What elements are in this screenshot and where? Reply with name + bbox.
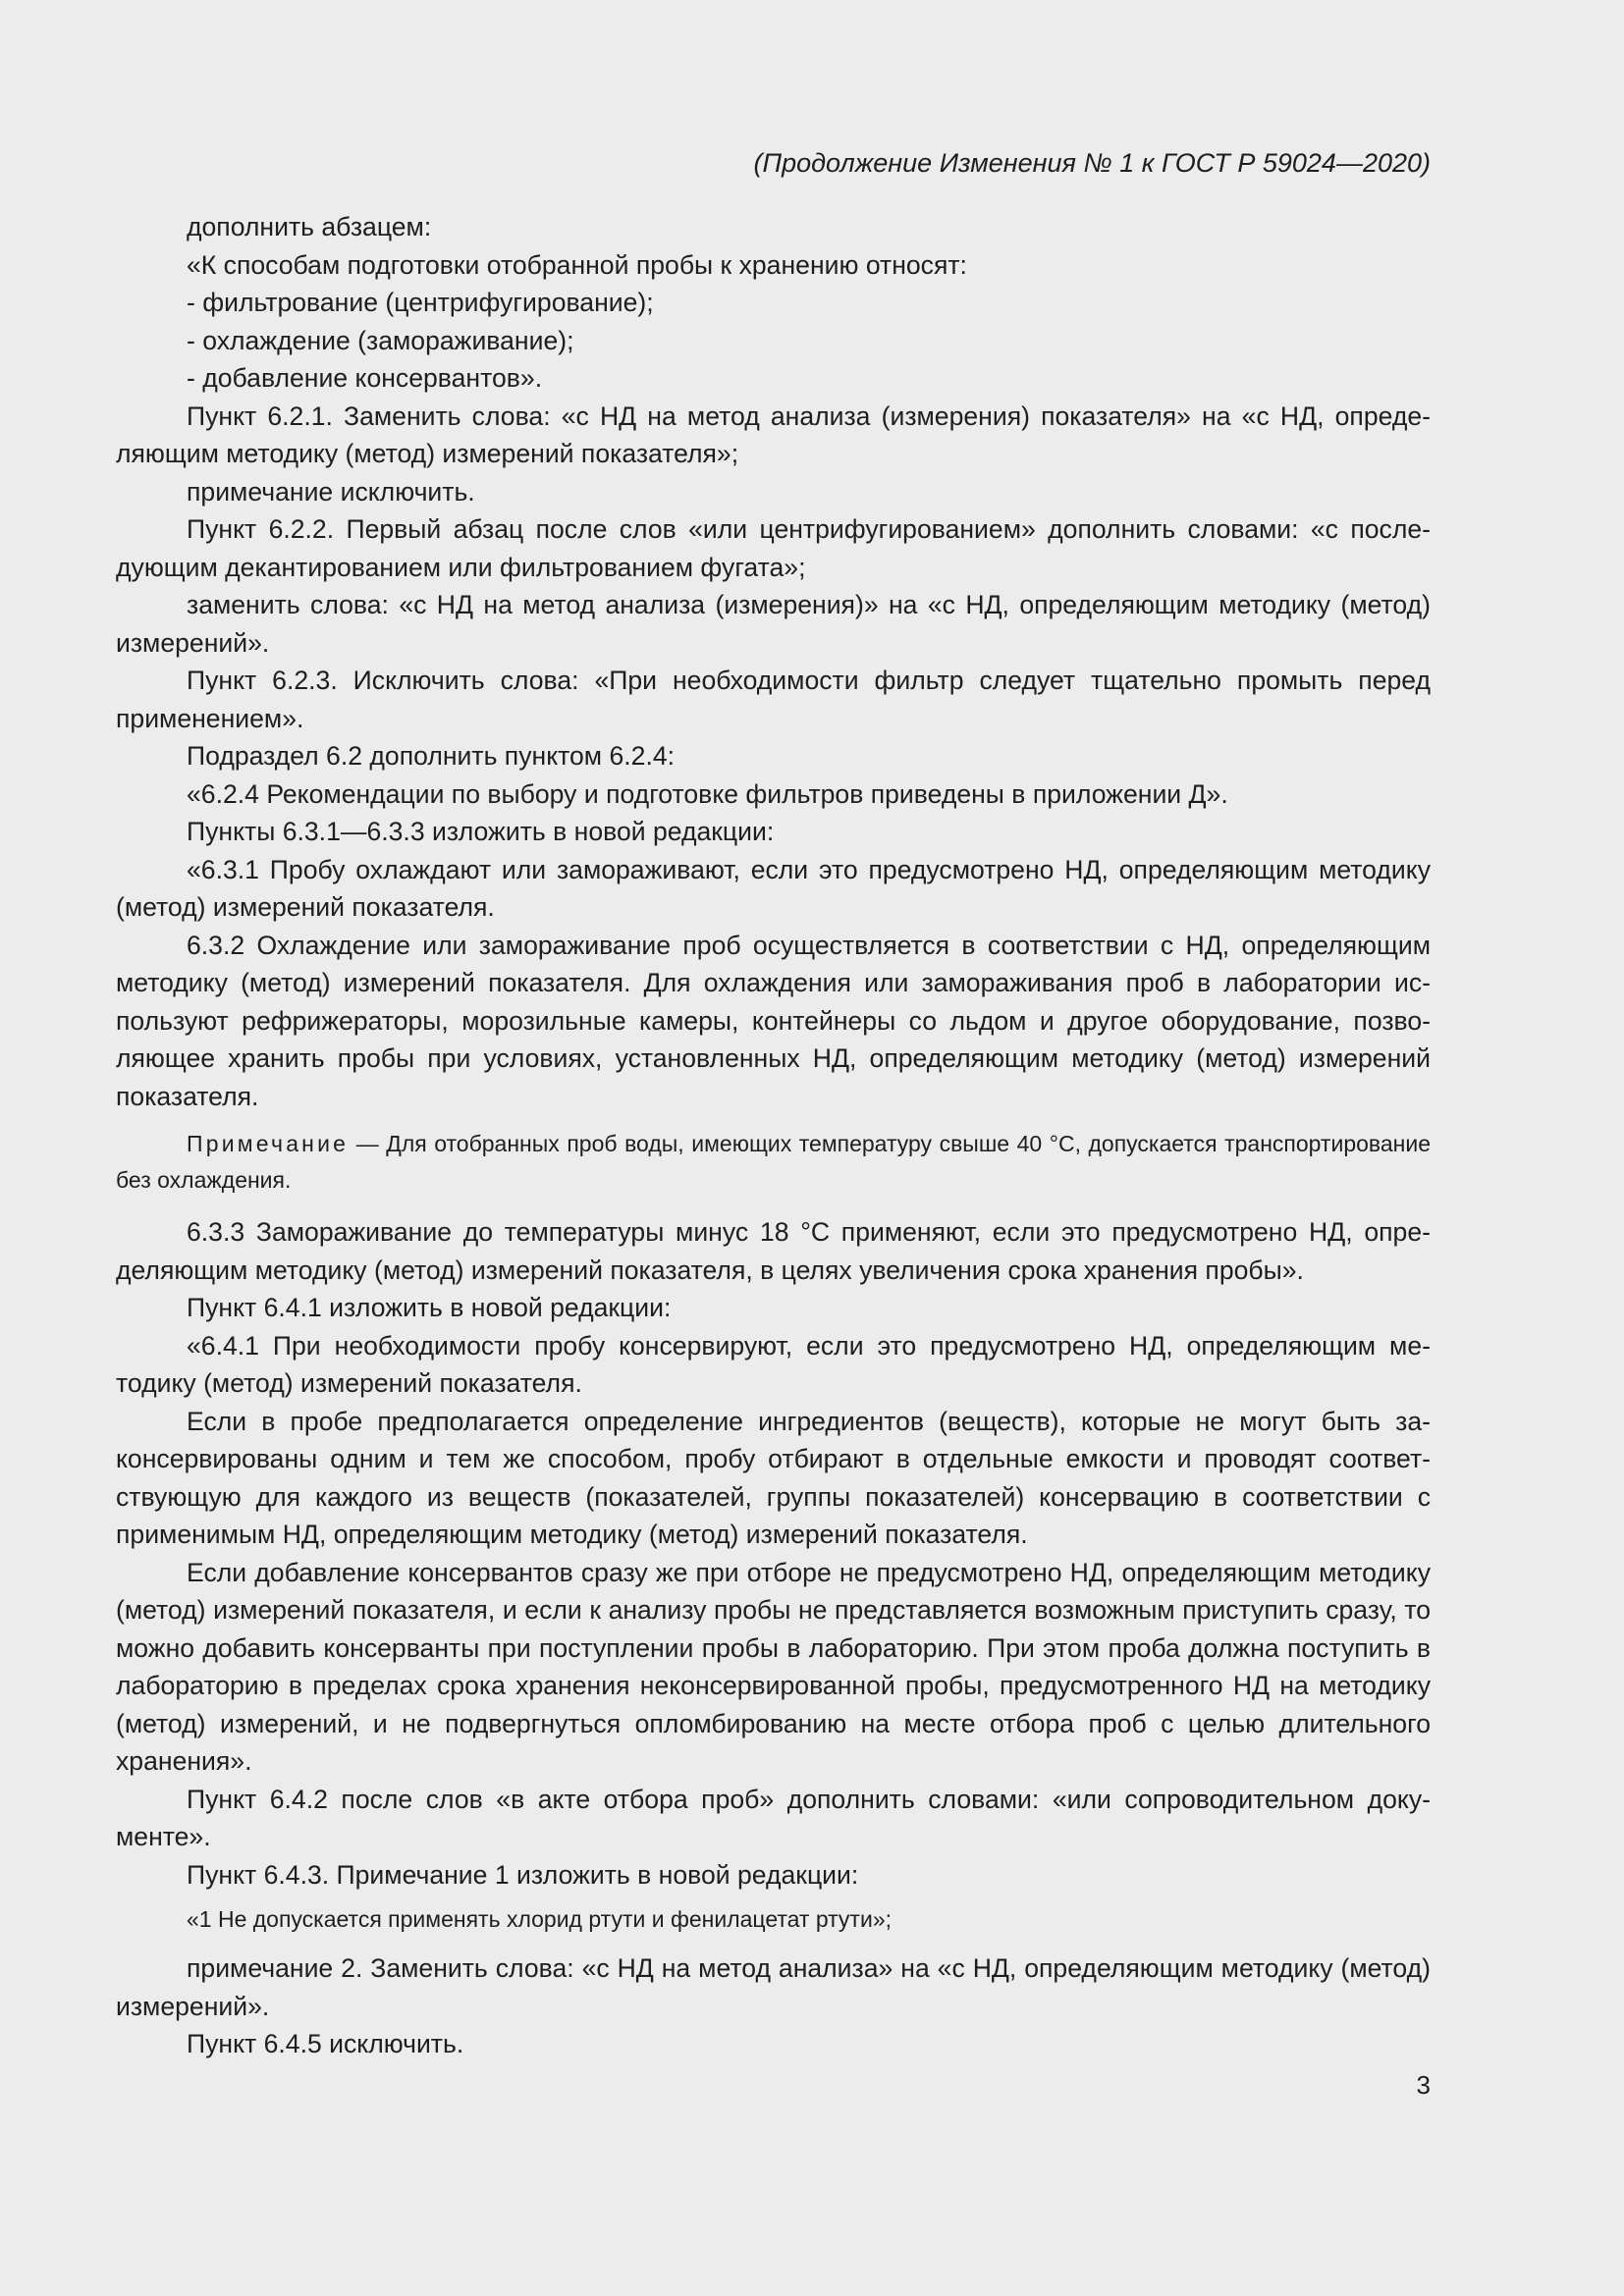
paragraph: Пункт 6.2.3. Исключить слова: «При необходимости фильтр следует тщательно промыть перед применением». <box>116 666 1431 733</box>
list-item: - охлаждение (замораживание); <box>187 325 574 355</box>
paragraph: Пункт 6.4.3. Примечание 1 изложить в новой редакции: <box>187 1859 859 1890</box>
paragraph: примечание исключить. <box>187 476 475 507</box>
paragraph: Подраздел 6.2 дополнить пунктом 6.2.4: <box>187 741 676 771</box>
paragraph: заменить слова: «с НД на метод анализа (измерения)» на «с НД, определяющим методику (метод) измерений». <box>116 590 1431 658</box>
list-item: - добавление консервантов». <box>187 363 543 393</box>
page-number: 3 <box>1416 2070 1431 2100</box>
paragraph: Если добавление консервантов сразу же при отборе не предусмотрено НД, определяющим методику (метод) измерений показателя, и если к анализу пробы не представляется возможным приступить сразу, то можно добавить консерванты при поступлении пробы в лабораторию. При этом проба должна поступить в лабораторию в пределах срока хранения неконсервированной пробы, предусмотренного НД на методику (метод) измерений, и не подвергнуться опломбированию на месте отбора проб с целью длительного хранения». <box>116 1557 1431 1776</box>
paragraph: 6.3.2 Охлаждение или замораживание проб осуществляется в соответствии с НД, определяющим методику (метод) измерений показателя. Для охлаждения или замораживания проб в лаборатории используют рефрижераторы, морозильные камеры, контейнеры со льдом и другое оборудование, позволяющее хранить пробы при условиях, установленных НД, определяющим методику (метод) измерений показателя. <box>116 930 1431 1111</box>
paragraph: «6.2.4 Рекомендации по выбору и подготовке фильтров приведены в приложении Д». <box>187 778 1228 809</box>
paragraph: «6.4.1 При необходимости пробу консервируют, если это предусмотрено НД, определяющим методику (метод) измерений показателя. <box>116 1330 1431 1398</box>
paragraph: Пункт 6.4.2 после слов «в акте отбора проб» дополнить словами: «или сопроводительном документе». <box>116 1784 1431 1851</box>
paragraph: «6.3.1 Пробу охлаждают или замораживают, если это предусмотрено НД, определяющим методику (метод) измерений показателя. <box>116 854 1431 922</box>
quoted-note: «1 Не допускается применять хлорид ртути и фенилацетат ртути»; <box>187 1906 892 1932</box>
paragraph: Пункт 6.4.1 изложить в новой редакции: <box>187 1293 672 1322</box>
note-text: — Для отобранных проб воды, имеющих температуру свыше 40 °С, допускается транспортирование без охлаждения. <box>116 1131 1431 1193</box>
note <box>116 1126 1431 1199</box>
paragraph: Если в пробе предполагается определение ингредиентов (веществ), которые не могут быть законсервированы одним и тем же способом, пробу отбирают в отдельные емкости и проводят соответствующую для каждого из веществ (показателей, группы показателей) консервацию в соответствии с применимым НД, определяющим методику (метод) измерений показателя. <box>116 1406 1431 1549</box>
list-item: - фильтрование (центрифугирование); <box>187 288 654 317</box>
paragraph: «К способам подготовки отобранной пробы к хранению относят: <box>187 249 967 280</box>
note-label: Примечание <box>187 1131 350 1156</box>
paragraph: Пункты 6.3.1—6.3.3 изложить в новой редакции: <box>187 817 775 846</box>
paragraph: Пункт 6.4.5 исключить. <box>187 2029 464 2058</box>
paragraph: 6.3.3 Замораживание до температуры минус 18 °С применяют, если это предусмотрено НД, определяющим методику (метод) измерений показателя, в целях увеличения срока хранения пробы». <box>116 1217 1431 1285</box>
paragraph: Пункт 6.2.2. Первый абзац после слов «или центрифугированием» дополнить словами: «с последующим декантированием или фильтрованием фугата»; <box>116 514 1431 582</box>
document-body <box>116 208 1431 2063</box>
page-header: (Продолжение Изменения № 1 к ГОСТ Р 59024—2020) <box>753 148 1431 178</box>
paragraph: примечание 2. Заменить слова: «с НД на метод анализа» на «с НД, определяющим методику (метод) измерений». <box>116 1953 1431 2021</box>
paragraph: дополнить абзацем: <box>187 212 432 241</box>
paragraph: Пункт 6.2.1. Заменить слова: «с НД на метод анализа (измерения) показателя» на «с НД, определяющим методику (метод) измерений показателя»; <box>116 400 1431 468</box>
